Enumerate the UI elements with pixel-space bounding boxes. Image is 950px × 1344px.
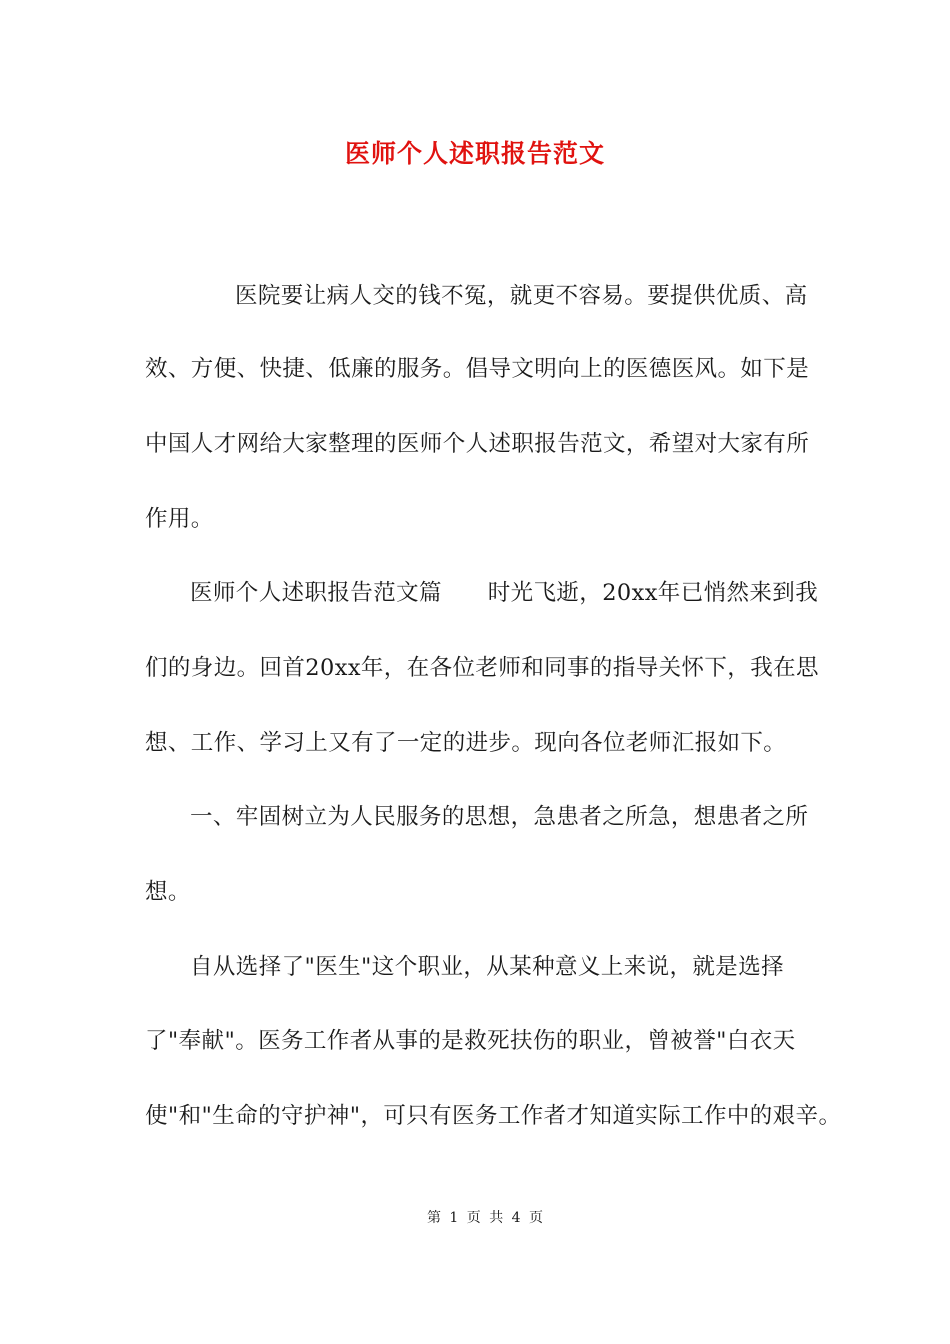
paragraph-line: 医师个人述职报告范文篇 时光飞逝，20xx年已悄然来到我 bbox=[190, 580, 819, 606]
paragraph-line: 医院要让病人交的钱不冤，就更不容易。要提供优质、高 bbox=[235, 283, 808, 309]
paragraph-line: 们的身边。回首20xx年，在各位老师和同事的指导关怀下，我在思 bbox=[145, 655, 819, 681]
paragraph-line: 中国人才网给大家整理的医师个人述职报告范文，希望对大家有所 bbox=[145, 431, 810, 457]
paragraph-line: 使"和"生命的守护神"，可只有医务工作者才知道实际工作中的艰辛。 bbox=[145, 1103, 842, 1129]
paragraph-line: 想、工作、学习上又有了一定的进步。现向各位老师汇报如下。 bbox=[145, 730, 787, 756]
paragraph-line: 自从选择了"医生"这个职业，从某种意义上来说，就是选择 bbox=[190, 954, 784, 980]
page-number-footer: 第 1 页 共 4 页 bbox=[426, 1210, 544, 1226]
document-title: 医师个人述职报告范文 bbox=[344, 139, 605, 168]
section-heading-line: 一、牢固树立为人民服务的思想，急患者之所急，想患者之所 bbox=[190, 804, 809, 830]
paragraph-line: 作用。 bbox=[145, 506, 214, 532]
paragraph-line: 效、方便、快捷、低廉的服务。倡导文明向上的医德医风。如下是 bbox=[145, 356, 810, 382]
paragraph-line: 了"奉献"。医务工作者从事的是救死扶伤的职业，曾被誉"白衣天 bbox=[145, 1028, 796, 1054]
section-heading-line: 想。 bbox=[145, 879, 191, 905]
